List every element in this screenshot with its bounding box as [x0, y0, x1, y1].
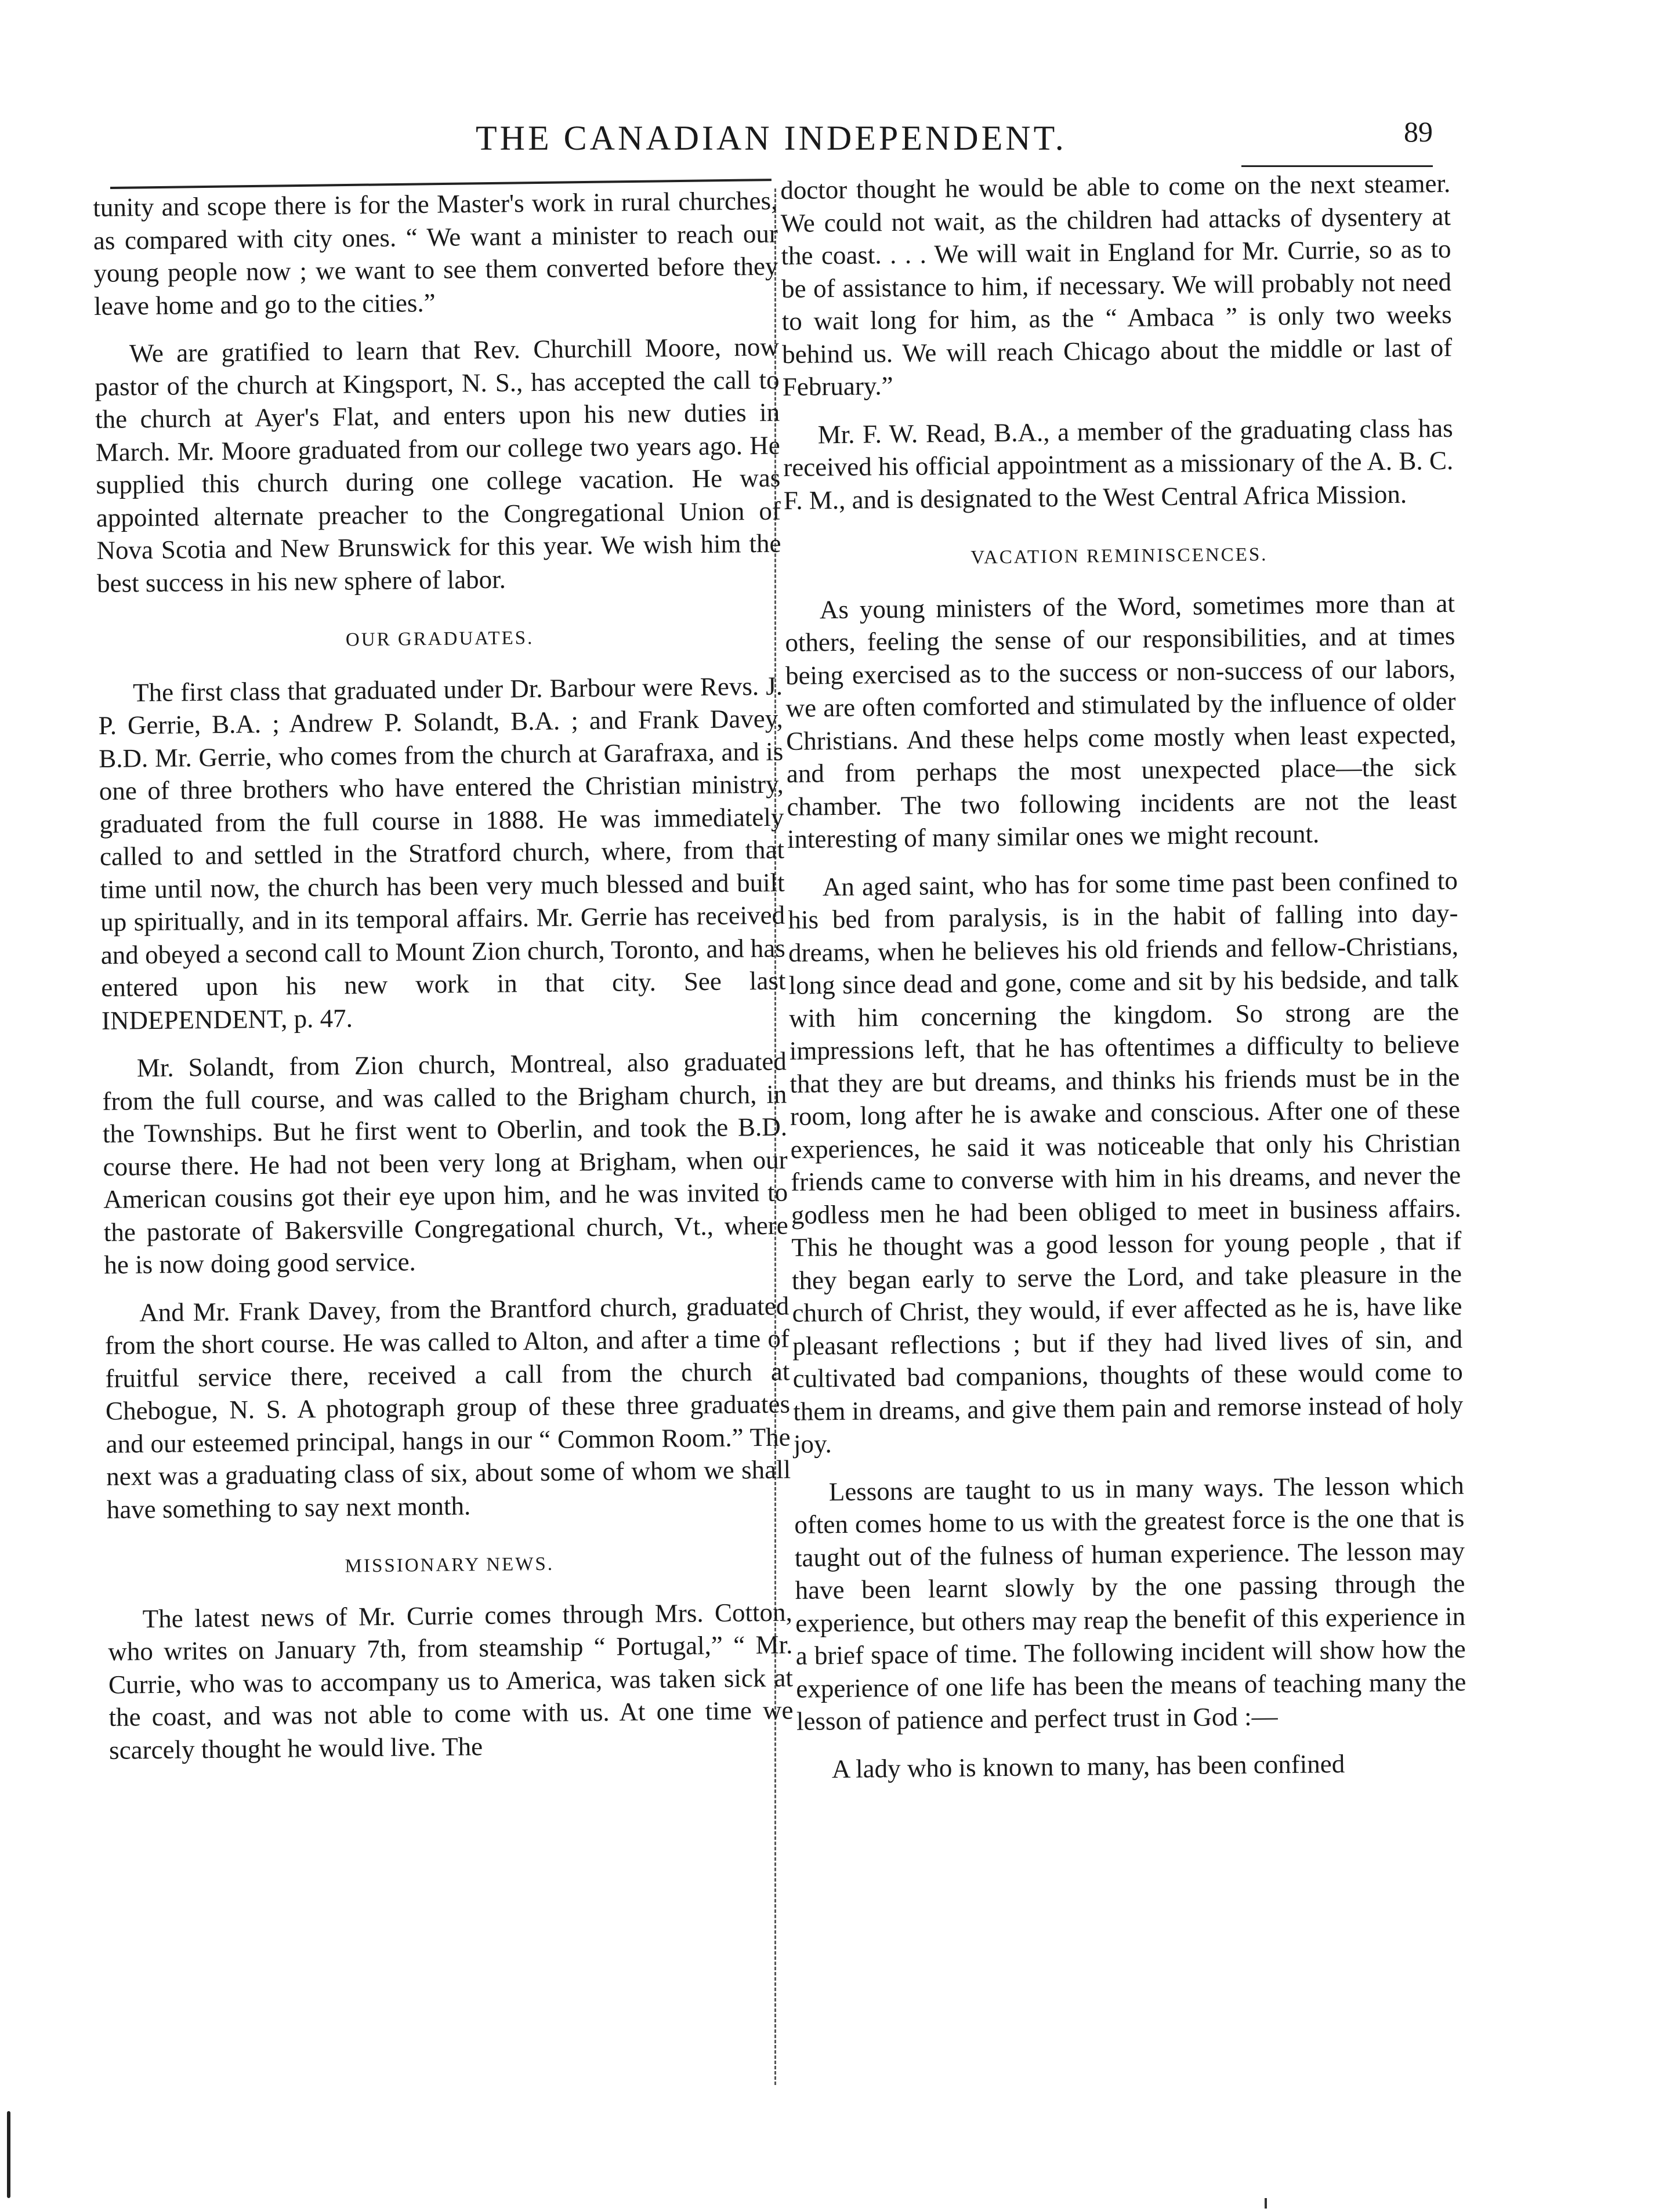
page-header [93, 110, 1450, 162]
scan-artifact [7, 2111, 10, 2198]
paragraph: As young ministers of the Word, sometimes more than at others, feeling the sense of our responsibilities, and at times being exercised as to the success or non-success of our labors, we are often comforted and stimulated by the influence of older Christians. And these helps come mostly when least expected, and from perhaps the most unexpected place—the sick chamber. The two following incidents are not the least interesting of many similar ones we might recount. [785, 588, 1457, 854]
section-heading-vacation: VACATION REMINISCENCES. [970, 544, 1268, 568]
paragraph: And Mr. Frank Davey, from the Brantford church, graduated from the short course. He was called to Alton, and after a time of fruitful service there, received a call from the church at Chebogue, N. S. A photograph group of these three graduates and our esteemed principal, hangs in our “ Common Room.” The next was a graduating class of six, about some of whom we shall have something to say next month. [104, 1291, 791, 1524]
header-rule-right [1241, 165, 1433, 167]
publication-title: THE CANADIAN INDEPENDENT. [476, 119, 1067, 157]
scan-artifact [1265, 2198, 1267, 2209]
paragraph: Mr. F. W. Read, B.A., a member of the graduating class has received his official appointment as a missionary of the A. B. C. F. M., and is designated to the West Central Africa Mission. [783, 413, 1454, 515]
paragraph: We are gratified to learn that Rev. Churchill Moore, now pastor of the church at Kingsport, N. S., has accepted the call to the church at Ayer's Flat, and enters upon his new duties in March. Mr. Moore graduated from our college two years ago. He supplied this church during one college vacation. He was appointed alternate preacher to the Congregational Union of Nova Scotia and New Brunswick for this year. We wish him the best success in his new sphere of labor. [95, 332, 781, 598]
paragraph: tunity and scope there is for the Master's work in rural churches, as compared with city ones. “ We want a minister to reach our young people now ; we want to see them converted before they leave home and go to the cities.” [93, 186, 778, 321]
paragraph: The latest news of Mr. Currie comes through Mrs. Cotton, who writes on January 7th, from steamship “ Portugal,” “ Mr. Currie, who was to accompany us to America, was taken sick at the coast, and was not able to come with us. At one time we scarcely thought he would live. The [108, 1597, 794, 1765]
paragraph: Mr. Solandt, from Zion church, Montreal, also graduated from the full course, and was called to the Brigham church, in the Townships. But he first went to Oberlin, and took the B.D. course there. He had not been very long at Brigham, when our American cousins got their eye upon him, and he was invited to the pastorate of Bakersville Congregational church, Vt., where he is now doing good service. [102, 1046, 788, 1279]
section-heading-missionary: MISSIONARY NEWS. [345, 1553, 555, 1577]
page-number: 89 [1404, 115, 1433, 148]
right-column [780, 167, 1467, 1801]
paragraph: doctor thought he would be able to come on the next steamer. We could not wait, as the children had attacks of dysentery at the coast. . . . We will wait in England for Mr. Currie, so as to be of assistance to him, if necessary. We will probably not need to wait long for him, as the “ Ambaca ” is only two weeks behind us. We will reach Chicago about the middle or last of February.” [780, 168, 1453, 401]
section-heading-graduates: OUR GRADUATES. [345, 628, 534, 651]
left-column [93, 184, 794, 1782]
paragraph: An aged saint, who has for some time past been confined to his bed from paralysis, is in the habit of falling into day-dreams, when he believes his old friends and fellow-Christians, long since dead and gone, come and sit by his bedside, and talk with him concerning the kingdom. So strong are the impressions left, that he has oftentimes a difficulty to believe that they are but dreams, and thinks his friends must be in the room, long after he is awake and conscious. After one of these experiences, he said it was noticeable that only his Christian friends came to converse with him in his dreams, and never the godless men he had been obliged to meet in business affairs. This he thought was a good lesson for young people , that if they began early to serve the Lord, and take pleasure in the church of Christ, they would, if ever affected as he is, have like pleasant reflections ; but if they had lived lives of sin, and cultivated bad companions, thoughts of these would come to them in dreams, and give them pain and remorse instead of holy joy. [788, 865, 1464, 1459]
paragraph: The first class that graduated under Dr. Barbour were Revs. J. P. Gerrie, B.A. ; Andrew P. Solandt, B.A. ; and Frank Davey, B.D. Mr. Gerrie, who comes from the church at Garafraxa, and is one of three brothers who have entered the Christian ministry, graduated from the full course in 1888. He was immediately called to and settled in the Stratford church, where, from that time until now, the church has been very much blessed and built up spiritually, and in its temporal affairs. Mr. Gerrie has received and obeyed a second call to Mount Zion church, Toronto, and has entered upon his new work in that city. See last INDEPENDENT, p. 47. [98, 671, 786, 1035]
paragraph: Lessons are taught to us in many ways. The lesson which often comes home to us with the greatest force is the one that is taught out of the fulness of human experience. The lesson may have been learnt slowly by the one passing through the experience, but others may reap the benefit of this experience in a brief space of time. The following incident will show how the experience of one life has been the means of teaching many the lesson of patience and perfect trust in God :— [794, 1470, 1466, 1736]
paragraph: A lady who is known to many, has been confined [831, 1749, 1345, 1783]
